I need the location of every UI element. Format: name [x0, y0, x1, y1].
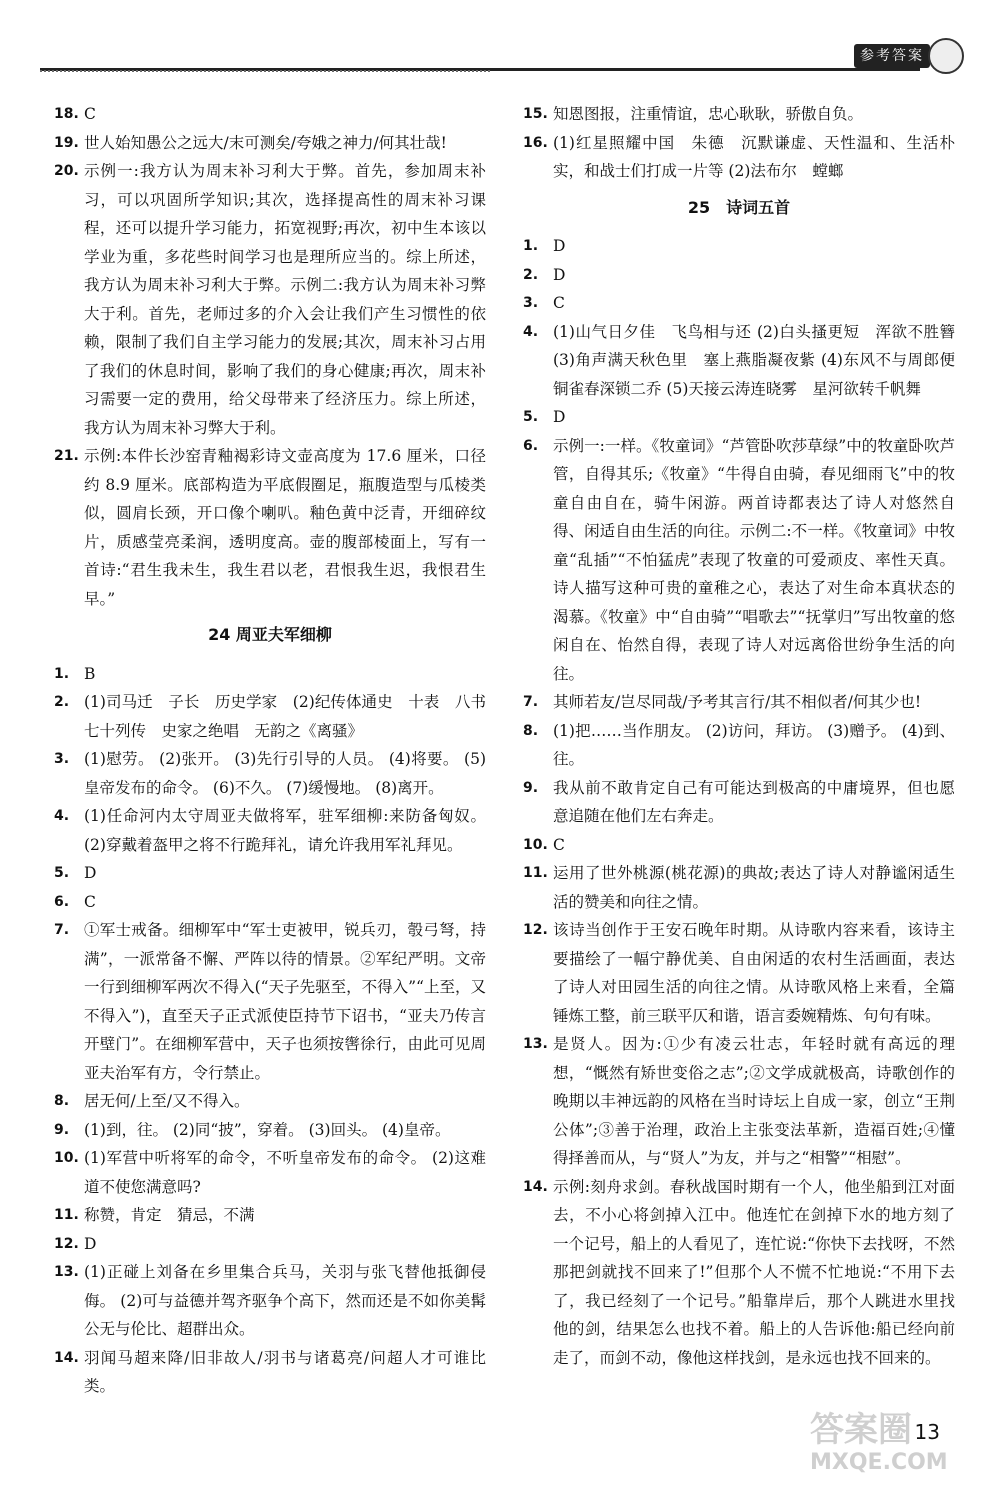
answer-text: (1)军营中听将军的命令，不听皇帝发布的命令。 (2)这难道不使您满意吗?: [84, 1149, 486, 1196]
answer-number: 8.: [523, 722, 539, 739]
header-badge: 参考答案: [854, 44, 930, 68]
answer-text: (1)把……当作朋友。 (2)访问，拜访。 (3)赠予。 (4)到、往。: [553, 721, 955, 768]
answer-number: 1.: [54, 665, 70, 682]
left-column: [54, 100, 502, 1401]
answer-number: 4.: [54, 808, 70, 824]
answer-number: 16.: [523, 134, 548, 151]
answer-item: [54, 1201, 486, 1230]
answer-item: [523, 403, 955, 432]
answer-item: [523, 688, 955, 717]
answer-number: 15.: [523, 106, 548, 122]
answer-number: 13.: [54, 1264, 79, 1280]
answer-item: [54, 745, 486, 802]
answer-text: 示例一:我方认为周末补习利大于弊。首先，参加周末补习，可以巩固所学知识;其次，选择提高性的周末补习课程，还可以提升学习能力，拓宽视野;再次，初中生本该以学业为重，多花些时间学习也是理所应当的。综上所述，我方认为周末补习利大于弊。示例二:我方认为周末补习弊大于利。首先，老师过多的介入会让我们产生习惯性的依赖，限制了我们自主学习能力的发展;其次，周末补习占用了我们的休息时间，影响了我们的身心健康;再次，周末补习需要一定的费用，给父母带来了经济压力。综上所述，我方认为周末补习弊大于利。: [84, 162, 486, 437]
answer-text: D: [553, 265, 566, 284]
answer-text: 示例一:一样。《牧童词》“芦管卧吹莎草绿”中的牧童卧吹芦管，自得其乐;《牧童》“牛得自由骑，春见细雨飞”中的牧童自由自在，骑牛闲游。两首诗都表达了诗人对悠然自得、闲适自由生活的向往。示例二:不一样。《牧童词》中牧童“乱插”“不怕猛虎”表现了牧童的可爱顽皮、率性天真。诗人描写这种可贵的童稚之心，表达了对生命本真状态的渴慕。《牧童》中“自由骑”“唱歌去”“抚掌归”写出牧童的悠闲自在、怡然自得，表现了诗人对远离俗世纷争生活的向往。: [553, 436, 955, 683]
answer-item: [54, 916, 486, 1087]
answer-text: C: [84, 892, 96, 911]
answer-text: 羽闻马超来降/旧非故人/羽书与诸葛亮/问超人才可谁比类。: [84, 1348, 486, 1395]
answer-number: 7.: [54, 922, 70, 938]
section-title-25: 25 诗词五首: [687, 197, 791, 217]
answer-text: 示例:本件长沙窑青釉褐彩诗文壶高度为 17.6 厘米，口径约 8.9 厘米。底部构造为平底假圈足，瓶腹造型与瓜棱类似，圆肩长颈，开口像个喇叭。釉色黄中泛青，开细碎纹片，质感莹亮柔润，透明度高。壶的腹部棱面上，写有一首诗:“君生我未生，我生君以老，君恨我生迟，我恨君生早。”: [84, 447, 486, 608]
answer-text: 称赞，肯定 猜忌，不满: [84, 1206, 255, 1224]
answer-number: 9.: [54, 1121, 70, 1138]
answer-number: 10.: [54, 1150, 79, 1166]
answer-number: 3.: [54, 751, 70, 767]
answer-item: [523, 129, 955, 186]
answer-number: 5.: [54, 865, 70, 881]
answer-text: (1)正碰上刘备在乡里集合兵马，关羽与张飞替他抵御侵侮。 (2)可与益德并驾齐驱争个高下，然而还是不如你美髯公无与伦比、超群出众。: [84, 1263, 486, 1338]
section-title-24: 24 周亚夫军细柳: [208, 625, 332, 644]
answer-text: 运用了世外桃源(桃花源)的典故;表达了诗人对静谧闲适生活的赞美和向往之情。: [553, 864, 955, 911]
answer-item: [523, 232, 955, 261]
answer-item: [54, 129, 486, 158]
answer-number: 13.: [523, 1036, 548, 1052]
answer-number: 1.: [523, 238, 539, 254]
answer-item: [54, 1116, 486, 1145]
answer-item: [523, 1173, 955, 1373]
answer-number: 11.: [54, 1207, 79, 1223]
answer-number: 10.: [523, 836, 548, 853]
answer-text: ①军士戒备。细柳军中“军士吏被甲，锐兵刃，彀弓弩，持满”，一派常备不懈、严阵以待的情景。②军纪严明。文帝一行到细柳军两次不得入(“天子先驱至，不得入”“上至，又不得入”)，直至天子正式派使臣持节下诏书，“亚夫乃传言开壁门”。在细柳军营中，天子也须按辔徐行，由此可见周亚夫治军有方，令行禁止。: [84, 921, 486, 1082]
answer-text: 其师若友/岂尽同哉/予考其言行/其不相似者/何其少也!: [553, 693, 922, 711]
right-column: [523, 100, 971, 1372]
answer-number: 12.: [54, 1235, 79, 1252]
answer-item: [523, 717, 955, 774]
answer-item: [523, 261, 955, 290]
header-dotted-rule: [40, 70, 490, 72]
answer-text: 是贤人。因为:①少有凌云壮志，年轻时就有高远的理想，“慨然有矫世变俗之志”;②文学成就极高，诗歌创作的晚期以丰神远韵的风格在当时诗坛上自成一家，创立“王荆公体”;③善于治理，政治上主张变法革新，造福百姓;④懂得择善而从，与“贤人”为友，并与之“相警”“相慰”。: [553, 1035, 955, 1167]
answer-text: 我从前不敢肯定自己有可能达到极高的中庸境界，但也愿意追随在他们左右奔走。: [553, 778, 955, 825]
answer-item: [54, 660, 486, 689]
answer-text: 知恩图报，注重情谊，忠心耿耿，骄傲自负。: [553, 105, 864, 123]
answer-number: 8.: [54, 1093, 70, 1109]
answer-text: 该诗当创作于王安石晚年时期。从诗歌内容来看，该诗主要描绘了一幅宁静优美、自由闲适的农村生活画面，表达了诗人对田园生活的向往之情。从诗歌风格上来看，全篇锤炼工整，前三联平仄和谐，语言委婉精炼、句句有味。: [553, 921, 955, 1025]
header-emblem-icon: [928, 38, 964, 74]
answer-number: 19.: [54, 134, 79, 151]
answer-number: 9.: [523, 779, 539, 796]
answer-item: [54, 802, 486, 859]
answer-item: [54, 688, 502, 745]
answer-text: (1)红星照耀中国 朱德 沉默谦虚、天性温和、生活朴实，和战士们打成一片等 (2)法布尔 螳螂: [553, 133, 955, 180]
answer-item: [54, 859, 486, 888]
answer-item: [54, 442, 486, 613]
answer-text: D: [553, 237, 566, 255]
answer-text: 世人始知愚公之远大/末可测矣/夸娥之神力/何其壮哉!: [84, 133, 447, 152]
answer-number: 11.: [523, 865, 548, 881]
answer-item: [523, 916, 955, 1030]
answer-text: D: [84, 1234, 97, 1253]
watermark-url: MXQE.COM: [810, 1450, 948, 1475]
answer-item: [54, 1230, 486, 1259]
answer-item: [523, 774, 955, 831]
answer-number: 14.: [54, 1349, 79, 1366]
answer-item: [54, 100, 486, 129]
watermark: [810, 1410, 980, 1480]
answer-item: [54, 1144, 486, 1201]
answer-number: 6.: [54, 893, 70, 910]
answer-text: (1)山气日夕佳 飞鸟相与还 (2)白头搔更短 浑欲不胜簪 (3)角声满天秋色里 塞上燕脂凝夜紫 (4)东风不与周郎便 铜雀春深锁二乔 (5)天接云涛连晓雾 星河欲转千帆舞: [553, 322, 971, 398]
answer-number: 5.: [523, 409, 539, 425]
answer-number: 2.: [523, 266, 539, 283]
answer-text: D: [84, 864, 97, 882]
answer-item: [54, 157, 486, 442]
answer-item: [523, 318, 971, 404]
answer-text: (1)慰劳。 (2)张开。 (3)先行引导的人员。 (4)将要。 (5)皇帝发布的命令。 (6)不久。 (7)缓慢地。 (8)离开。: [84, 750, 486, 797]
answer-number: 3.: [523, 295, 539, 311]
answer-number: 18.: [54, 106, 79, 122]
answer-text: (1)司马迁 子长 历史学家 (2)纪传体通史 十表 八书 七十列传 史家之绝唱 无韵之《离骚》: [84, 693, 502, 740]
answer-number: 12.: [523, 922, 548, 938]
answer-number: 20.: [54, 163, 79, 179]
answer-item: [523, 100, 955, 129]
answer-item: [523, 1030, 955, 1173]
answer-text: 示例:刻舟求剑。春秋战国时期有一个人，他坐船到江对面去，不小心将剑掉入江中。他连忙在剑掉下水的地方刻了一个记号，船上的人看见了，连忙说:“你快下去找呀，不然那把剑就找不回来了!”但那个人不慌不忙地说:“不用下去了，我已经刻了一个记号。”船靠岸后，那个人跳进水里找他的剑，结果怎么也找不着。船上的人告诉他:船已经向前走了，而剑不动，像他这样找剑，是永远也找不回来的。: [553, 1177, 955, 1367]
watermark-logo: 答案圈: [810, 1410, 912, 1450]
answer-text: (1)到，往。 (2)同“披”，穿着。 (3)回头。 (4)皇帝。: [84, 1120, 451, 1139]
answer-item: [523, 432, 955, 689]
answer-text: 居无何/上至/又不得入。: [84, 1092, 250, 1110]
answer-number: 4.: [523, 323, 539, 340]
answer-number: 7.: [523, 694, 539, 710]
answer-text: (1)任命河内太守周亚夫做将军，驻军细柳:来防备匈奴。(2)穿戴着盔甲之将不行跪拜礼，请允许我用军礼拜见。: [84, 807, 486, 854]
page-number: 13: [914, 1420, 940, 1444]
answer-number: 21.: [54, 448, 79, 464]
answer-text: C: [553, 294, 565, 312]
answer-item: [54, 1258, 486, 1344]
answer-text: C: [84, 105, 96, 123]
answer-item: [523, 289, 955, 318]
answer-item: [523, 831, 955, 860]
answer-text: D: [553, 408, 566, 426]
answer-number: 6.: [523, 437, 539, 454]
answer-item: [54, 888, 486, 917]
answer-number: 2.: [54, 694, 70, 710]
answer-item: [54, 1087, 486, 1116]
answer-number: 14.: [523, 1178, 548, 1195]
answer-item: [54, 1344, 486, 1401]
answer-text: B: [84, 664, 96, 683]
answer-text: C: [553, 835, 565, 854]
answer-item: [523, 859, 955, 916]
